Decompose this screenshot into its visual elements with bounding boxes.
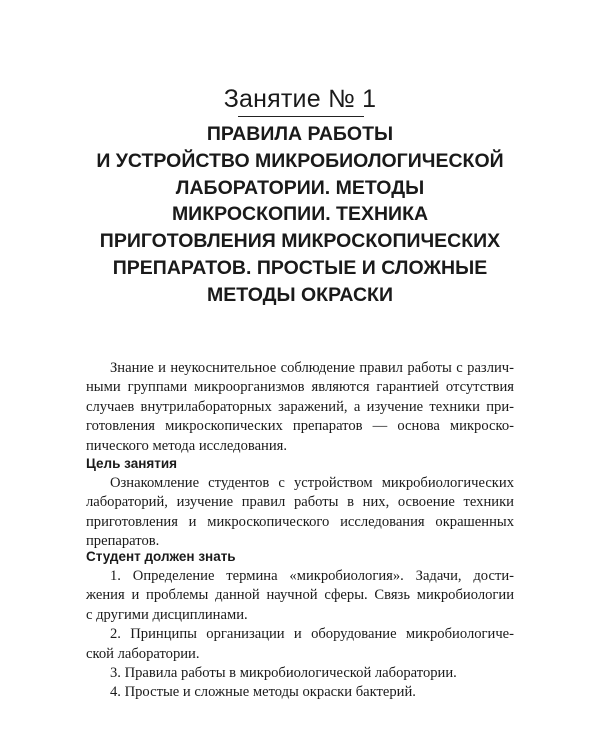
text-line: жения и проблемы данной научной сферы. Связь микробиологии [86, 587, 514, 604]
text-line: ской лаборатории. [86, 645, 200, 662]
list-item [86, 664, 514, 683]
title-line: ПРИГОТОВЛЕНИЯ МИКРОСКОПИЧЕСКИХ [99, 230, 501, 253]
text-line: приготовления и микроскопического исследования окрашенных [86, 513, 514, 530]
goal-heading: Цель занятия [86, 456, 178, 471]
list-item [86, 567, 514, 625]
intro-paragraph [86, 359, 514, 456]
text-line: готовления микроскопических препаратов — основа микроско- [86, 418, 514, 435]
text-line: 3. Правила работы в микробиологической лаборатории. [110, 665, 457, 682]
knowledge-list [86, 567, 514, 703]
title-line: ПРЕПАРАТОВ. ПРОСТЫЕ И СЛОЖНЫЕ [112, 256, 488, 279]
title-line: МЕТОДЫ ОКРАСКИ [207, 283, 393, 306]
lesson-number-label: Занятие № 1 [223, 85, 377, 113]
title-line: МИКРОСКОПИИ. ТЕХНИКА [171, 203, 429, 226]
text-line: 4. Простые и сложные методы окраски бактерий. [110, 684, 416, 701]
lesson-underline [238, 116, 364, 117]
lesson-title [60, 121, 540, 309]
goal-paragraph [86, 474, 514, 552]
list-item [86, 683, 514, 702]
text-line: ными группами микроорганизмов являются гарантией отсутствия [86, 379, 514, 396]
title-line: ПРАВИЛА РАБОТЫ [206, 123, 394, 145]
list-item [86, 625, 514, 664]
text-line: Ознакомление студентов с устройством микробиологических [110, 475, 514, 491]
text-line: случаев внутрилабораторных заражений, а изучение техники при- [86, 398, 514, 415]
text-line: лабораторий, изучение правил работы в них, освоение техники [86, 494, 514, 511]
text-line: пического метода исследования. [86, 437, 288, 454]
text-line: с другими дисциплинами. [86, 606, 248, 623]
knowledge-heading: Студент должен знать [86, 549, 236, 564]
title-line: И УСТРОЙСТВО МИКРОБИОЛОГИЧЕСКОЙ [96, 149, 504, 172]
text-line: препаратов. [86, 533, 160, 550]
title-line: ЛАБОРАТОРИИ. МЕТОДЫ [175, 176, 425, 199]
text-line: 2. Принципы организации и оборудование микробиологиче- [110, 626, 514, 643]
text-line: Знание и неукоснительное соблюдение правил работы с различ- [110, 360, 514, 376]
text-line: 1. Определение термина «микробиология». Задачи, дости- [110, 568, 514, 584]
